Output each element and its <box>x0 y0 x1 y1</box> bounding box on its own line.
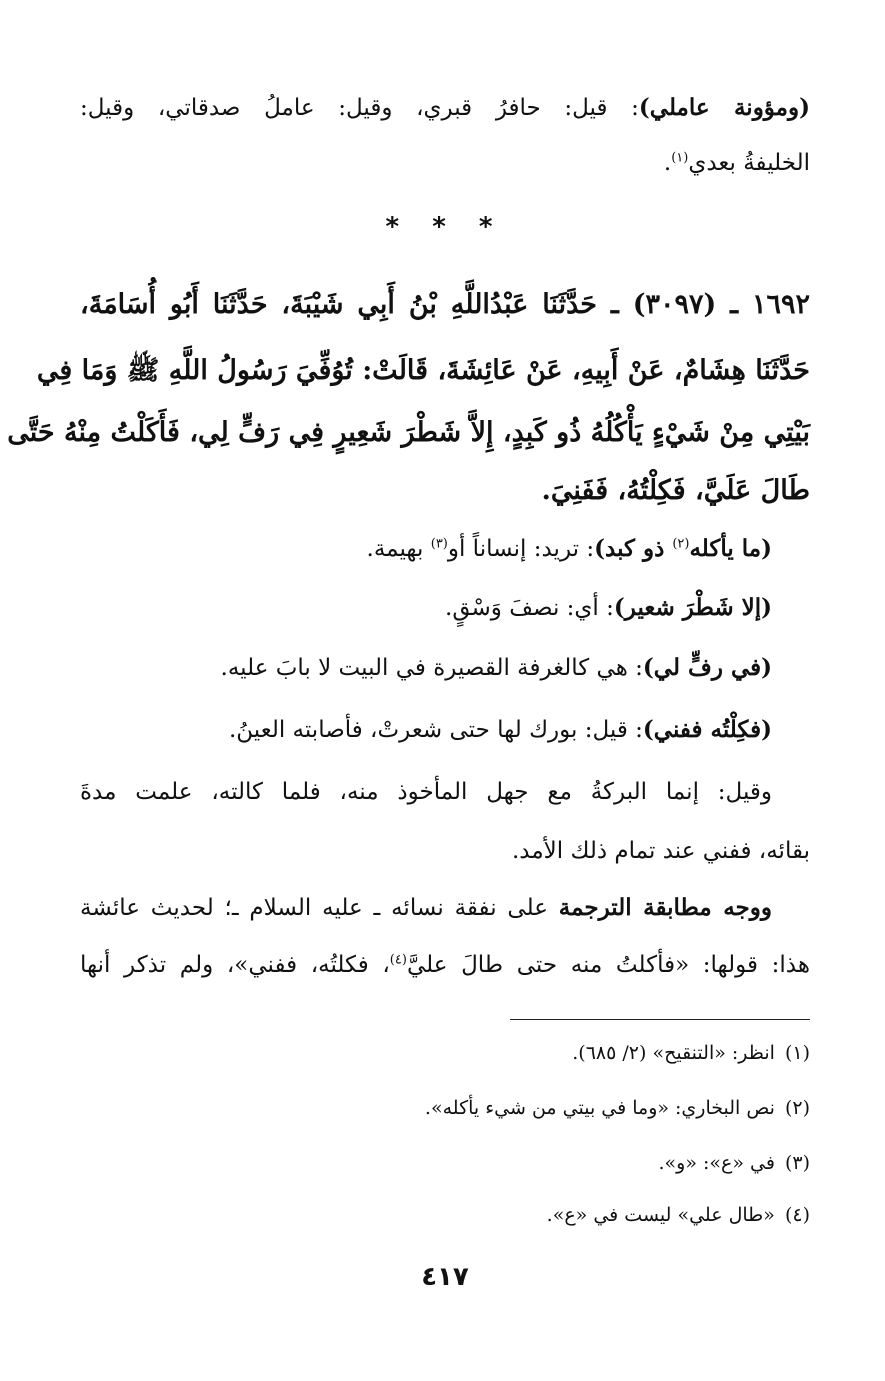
hadith-line-4: طَالَ عَلَيَّ، فَكِلْتُهُ، فَفَنِيَ. <box>541 475 810 506</box>
footnote-ref-1: (١) <box>671 150 689 166</box>
intro-line-2-text: الخليفةُ بعدي <box>688 150 810 176</box>
gloss-1-term-b: ذو كبد) <box>594 535 673 562</box>
paragraph-1-line-2: بقائه، ففني عند تمام ذلك الأمد. <box>511 838 810 864</box>
paragraph-1-line-1: وقيل: إنما البركةُ مع جهل المأخوذ منه، فلما كالته، علمت مدةَ <box>80 779 772 805</box>
gloss-3 <box>80 650 772 686</box>
footnote-1-text: انظر: «التنقيح» (٢/ ٦٨٥). <box>572 1042 775 1064</box>
footnote-divider <box>510 1019 810 1020</box>
gloss-1-term-a: (ما يأكله <box>689 535 772 562</box>
footnote-3 <box>80 1148 810 1178</box>
hadith-line-3: بَيْتِي مِنْ شَيْءٍ يَأْكُلُهُ ذُو كَبِدٍ، إِلاَّ شَطْرَ شَعِيرٍ فِي رَفٍّ لِي، فَأَكَلْتُ مِنْهُ حَتَّى <box>7 417 810 448</box>
gloss-3-explanation: : هي كالغرفة القصيرة في البيت لا بابَ عليه. <box>220 655 643 681</box>
intro-explanation: : قيل: حافرُ قبري، وقيل: عاملُ صدقاتي، وقيل: <box>80 95 639 121</box>
footnote-ref-2: (٢) <box>672 536 690 552</box>
gloss-1-explanation-end: بهيمة. <box>366 536 431 562</box>
paragraph-2-lead: ووجه مطابقة الترجمة <box>558 894 772 921</box>
footnote-1 <box>80 1038 810 1068</box>
footnote-3-text: في «ع»: «و». <box>658 1152 775 1174</box>
footnote-4 <box>80 1200 810 1230</box>
footnote-2-number: (٢) <box>784 1097 810 1119</box>
gloss-2-term: (إلا شَطْرَ شعير) <box>613 594 772 621</box>
footnote-4-text: «طال علي» ليست في «ع». <box>546 1204 775 1226</box>
section-separator: * * * <box>385 212 505 242</box>
gloss-4 <box>80 712 772 748</box>
gloss-2-explanation: : أي: نصفَ وَسْقٍ. <box>445 595 614 621</box>
paragraph-2-line-2-a: هذا: قولها: «فأكلتُ منه حتى طالَ عليَّ <box>406 952 811 978</box>
gloss-3-term: (في رفٍّ لي) <box>642 654 772 681</box>
footnote-ref-4: (٤) <box>389 952 407 968</box>
gloss-2 <box>80 590 772 626</box>
intro-term: (ومؤونة عاملي) <box>638 94 810 121</box>
paragraph-2-line-1-rest: على نفقة نسائه ـ عليه السلام ـ؛ لحديث عائشة <box>80 895 559 921</box>
footnote-3-number: (٣) <box>784 1152 810 1174</box>
book-page <box>7 0 811 1381</box>
intro-line-1 <box>80 90 810 126</box>
paragraph-2-line-2-b: ، فكلتُه، ففني»، ولم تذكر أنها <box>80 952 390 978</box>
paragraph-2-line-2 <box>80 947 810 983</box>
gloss-1 <box>80 531 772 567</box>
hadith-line-1: ١٦٩٢ ـ (٣٠٩٧) ـ حَدَّثَنَا عَبْدُاللَّهِ بْنُ أَبِي شَيْبَةَ، حَدَّثَنَا أَبُو أُسَامَةَ، <box>80 289 810 320</box>
gloss-4-term: (فكِلْتُه ففني) <box>642 716 772 743</box>
hadith-line-2: حَدَّثَنَا هِشَامٌ، عَنْ أَبِيهِ، عَنْ عَائِشَةَ، قَالَتْ: تُوُفِّيَ رَسُولُ اللَّهِ ﷺ وَمَا فِي <box>36 355 810 386</box>
footnote-1-number: (١) <box>784 1042 810 1064</box>
intro-line-2-end: . <box>663 150 672 176</box>
footnote-4-number: (٤) <box>784 1204 810 1226</box>
footnote-2-text: نص البخاري: «وما في بيتي من شيء يأكله». <box>424 1097 775 1119</box>
page-number: ٤١٧ <box>421 1262 469 1292</box>
intro-line-2 <box>80 145 810 181</box>
gloss-1-explanation: : تريد: إنساناً أو <box>447 536 595 562</box>
gloss-4-explanation: : قيل: بورك لها حتى شعرتْ، فأصابته العينُ. <box>228 717 643 743</box>
footnote-2 <box>80 1093 810 1123</box>
paragraph-2-line-1 <box>80 890 772 926</box>
footnote-ref-3: (٣) <box>430 536 448 552</box>
